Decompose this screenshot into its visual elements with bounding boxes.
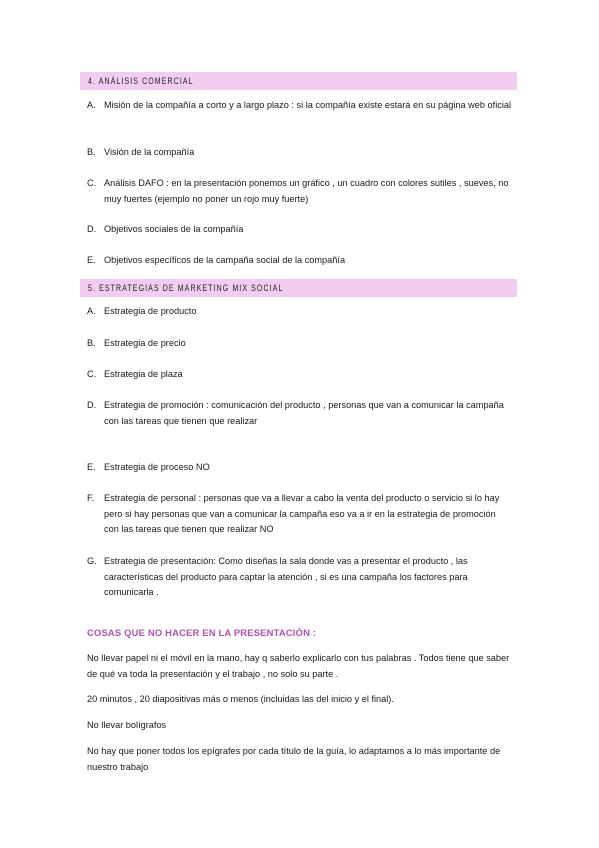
item-text: Objetivos sociales de la compañía	[104, 224, 244, 234]
item-text: Estrategia de plaza	[104, 369, 183, 379]
list-item	[87, 253, 512, 269]
list-item	[87, 176, 512, 207]
item-letter: D.	[87, 224, 97, 234]
item-letter: E.	[87, 462, 96, 472]
list-item	[87, 98, 512, 114]
paragraph: 20 minutos , 20 diapositivas más o menos (incluidas las del inicio y el final).	[87, 694, 394, 704]
item-letter: C.	[87, 178, 97, 188]
item-text: Estrategia de promoción : comunicación del producto , personas que van a comunicar la campaña con las tareas que tienen que realizar	[104, 400, 504, 426]
item-letter: B.	[87, 147, 96, 157]
item-text: Análisis DAFO : en la presentación ponemos un gráfico , un cuadro con colores sutiles , sueves, no muy fuertes (ejemplo no poner un rojo muy fuerte)	[104, 178, 509, 204]
item-letter: E.	[87, 255, 96, 265]
item-letter: D.	[87, 400, 97, 410]
section-4-header	[80, 72, 517, 90]
item-text: Visión de la compañía	[104, 147, 195, 157]
donts-heading: COSAS QUE NO HACER EN LA PRESENTACIÓN :	[87, 627, 317, 638]
list-item	[87, 491, 512, 538]
item-letter: F.	[87, 493, 95, 503]
item-letter: B.	[87, 338, 96, 348]
item-text: Estrategia de personal : personas que va a llevar a cabo la venta del producto o servicio si lo hay pero si hay personas que van a comunicar la campaña eso va a ir en la estrategia de promoción con las tareas que tienen que realizar NO	[104, 493, 500, 534]
list-item	[87, 222, 512, 238]
list-item	[87, 145, 512, 161]
item-text: Estrategia de proceso NO	[104, 462, 210, 472]
item-text: Estrategia de presentación: Como diseñas la sala donde vas a presentar el producto , las características del producto para captar la atención , si es una campaña los factores para comunicarla .	[104, 556, 468, 597]
list-item	[87, 398, 512, 429]
item-text: Estrategia de precio	[104, 338, 186, 348]
list-item	[87, 367, 512, 383]
item-text: Misión de la compañía a corto y a largo plazo : si la compañía existe estará en su página web oficial	[104, 100, 512, 110]
paragraph: No llevar bolígrafos	[87, 720, 167, 730]
section-4-title: 4. ANÁLISIS COMERCIAL	[88, 76, 194, 86]
item-letter: C.	[87, 369, 97, 379]
list-item	[87, 304, 512, 320]
item-letter: G.	[87, 556, 97, 566]
section-5-header	[80, 279, 517, 297]
item-text: Objetivos específicos de la campaña social de la compañía	[104, 255, 346, 265]
list-item	[87, 460, 512, 476]
item-letter: A.	[87, 306, 96, 316]
paragraph: No hay que poner todos los epígrafes por cada título de la guía, lo adaptamos a lo más importante de nuestro trabajo	[87, 746, 501, 772]
item-text: Estrategia de producto	[104, 306, 197, 316]
item-letter: A.	[87, 100, 96, 110]
list-item	[87, 336, 512, 352]
section-5-title: 5. ESTRATEGIAS DE MARKETING MIX SOCIAL	[88, 283, 284, 293]
paragraph: No llevar papel ni el móvil en la mano, hay q saberlo explicarlo con tus palabras . Todos tiene que saber de qué va toda la presentación y el trabajo , no solo su parte .	[87, 653, 510, 679]
list-item	[87, 554, 512, 601]
